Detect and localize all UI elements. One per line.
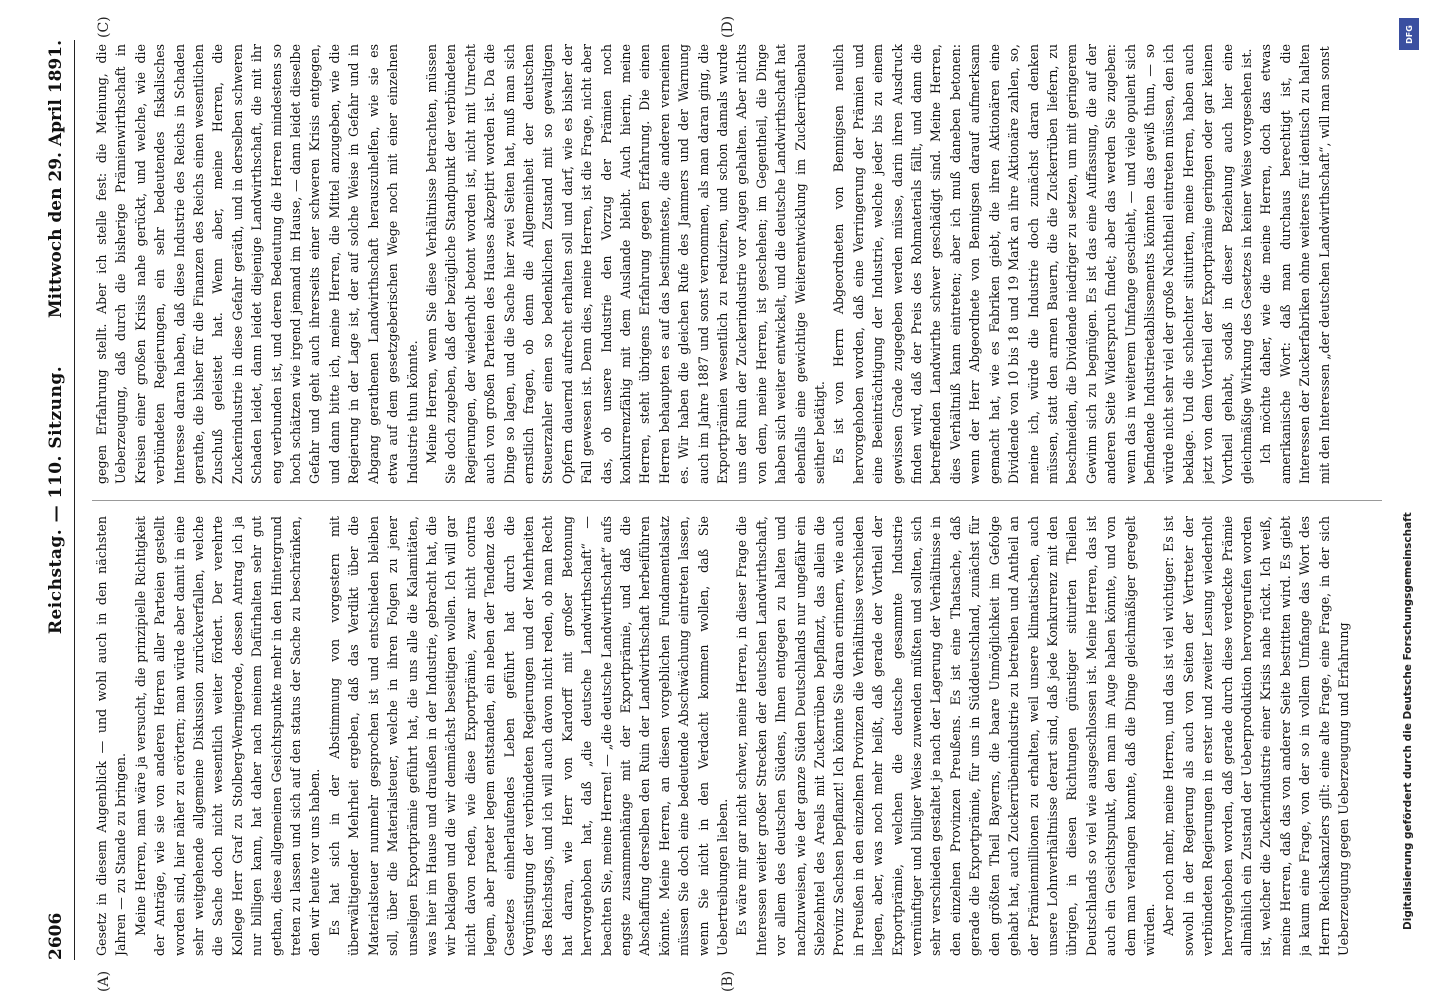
page-number: 2606 [46, 912, 66, 960]
paragraph: Gesetz in diesem Augenblick — und wohl auch in den nächsten Jahren — zu Stande zu bringen. [94, 516, 129, 956]
marker-a: (A) [96, 970, 112, 992]
paragraph: Es wäre mir gar nicht schwer, meine Herren, in dieser Frage die Interessen weiter großer Strecken der deutschen Landwirthschaft, vor allem des deutschen Südens, Ihnen entgegen zu halten und nachzuweisen, wie der ganze Süden Deutschlands nur ungefähr ein Siebzehntel des Areals mit Zuckerrüben bepflanzt, das allein die Provinz Sachsen bepflanzt! Ich könnte Sie daran erinnern, wie auch in Preußen in den einzelnen Provinzen die Verhältnisse verschieden liegen, aber, was noch mehr heißt, daß gerade der Vortheil der Exportprämie, welchen die deutsche gesammte Industrie vernünftiger und billiger Weise zuwenden müßten und sollten, sich sehr verschieden gestaltet je nach der Lagerung der Verhältnisse in den einzelnen Provinzen Preußens. Es ist eine Thatsache, daß gerade die Exportprämie, für uns in Süddeutschland, zunächst für den größten Theil Bayerns, die baare Unmöglichkeit im Gefolge gehabt hat, auch Zuckerrübenindustrie zu betreiben und Antheil an der Prämienmillionen zu erhalten, weil unsere klimatischen, auch unsere Lohnverhältnisse derart sind, daß jede Konkurrenz mit den übrigen, in diesen Richtungen günstiger situirten Theilen Deutschlands so viel wie ausgeschlossen ist. Meine Herren, das ist auch ein Gesichtspunkt, den man im Auge haben könnte, und von dem man verlangen konnte, daß die Dinge gleichmäßiger geregelt würden. [734, 516, 1157, 956]
dfg-logo: DFG [1399, 18, 1419, 50]
column-divider [92, 500, 1382, 501]
marker-c: (C) [96, 16, 112, 38]
paragraph: gegen Erfahrung stellt. Aber ich stelle fest: die Meinung, die Ueberzeugung, daß durch die bisherige Prämienwirthschaft in Kreisen einer großen Krisis nahe gerückt, und welche, wie die verbündeten Regierungen, ein sehr bedeutendes fiskalisches Interesse daran haben, daß diese Industrie des Reichs in Schaden gerathe, die bisher für die Finanzen des Reichs einen wesentlichen Zuschuß geleistet hat. Wenn aber, meine Herren, die Zuckerindustrie in diese Gefahr geräth, und in derselben schweren Schaden leidet, dann leidet diejenige Landwirthschaft, die mit ihr eng verbunden ist, und deren Bedeutung die Herren mindestens so hoch schätzen wie irgend jemand im Hause, — dann leidet dieselbe Gefahr und geht auch ihrerseits einer schweren Krisis entgegen, und dann bitte ich, meine Herren, die Mittel anzugeben, wie die Regierung in der Lage ist, der auf solche Weise in Gefahr und in Abgang gerathenen Landwirthschaft herauszuhelfen, wie sie es etwa auf dem gesetzgeberischen Wege noch mit einer einzelnen Industrie thun könnte. [94, 44, 420, 484]
right-text-column [92, 44, 1382, 484]
paragraph: Meine Herren, man wäre ja versucht, die prinzipielle Richtigkeit der Anträge, wie sie von anderen Herren aller Parteien gestellt worden sind, hier näher zu erörtern; man würde aber damit in eine sehr weitgehende allgemeine Diskussion zurückverfallen, welche die Sache doch nicht wesentlich weiter fördert. Der verehrte Kollege Herr Graf zu Stolberg-Wernigerode, dessen Antrag ich ja nur billigen kann, hat daher nach meinem Dafürhalten sehr gut gethan, diese allgemeinen Gesichtspunkte mehr in den Hintergrund treten zu lassen und sich auf den status der Sache zu beschränken, den wir heute vor uns haben. [132, 516, 323, 956]
marker-d: (D) [720, 15, 736, 38]
session-title: Reichstag. — 110. Sitzung. [46, 365, 66, 635]
paragraph: Ich möchte daher, wie die meine Herren, doch das etwas amerikanische Wort: daß man durchaus berechtigt ist, die Interessen der Zuckerfabriken ohne weiteres für identisch zu halten mit den Interessen „der deutschen Landwirthschaft“, will man sonst [1258, 44, 1332, 484]
paragraph: Aber noch mehr, meine Herren, und das ist viel wichtiger: Es ist sowohl in der Regierung als auch von Seiten der Vertreter der verbündeten Regierungen in erster und zweiter Lesung wiederholt hervorgehoben worden, daß gerade durch diese verdeckte Prämie allmählich ein Zustand der Ueberproduktion hervorgerufen worden ist, welcher die Zuckerindustrie einer Krisis nahe rückt. Ich weiß, meine Herren, daß das von anderer Seite bestritten wird. Es giebt ja kaum eine Frage, von der so in vollem Umfange das Wort des Herrn Reichskanzlers gilt: eine alte Frage, eine Frage, in der sich Ueberzeugung gegen Ueberzeugung und Erfahrung [1161, 516, 1351, 956]
marker-b: (B) [720, 970, 736, 992]
paragraph: Es hat sich in der Abstimmung von vorgestern mit überwältigender Mehrheit ergeben, daß das Verdikt über die Materialsteuer nunmehr gesprochen ist und entschieden bleiben soll, über die Materialsteuer, welche in ihren Folgen zu jener unseligen Exportprämie geführt hat, die uns alle die Kalamitäten, was hier im Hause und draußen in der Industrie, gebracht hat, die wir beklagen und die wir demnächst beseitigen wollen. Ich will gar nicht davon reden, wie diese Exportprämie, zwar nicht contra legem, aber praeter legem entstanden, ein neben der Tendenz des Gesetzes einherlaufendes Leben geführt hat durch die Vergünstigung der verbündeten Regierungen und der Mehrheiten des Reichstags, und ich will auch davon nicht reden, ob man Recht hat daran, wie Herr von Kardorff mit großer Betonung hervorgehoben hat, daß „die deutsche Landwirthschaft“ — beachten Sie, meine Herren! — „die deutsche Landwirthschaft“ aufs engste zusammenhänge mit der Exportprämie, und daß die Abschaffung derselben den Ruin der Landwirthschaft herbeiführen könnte. Meine Herren, an diesen vorgeblichen Fundamentalsatz müssen Sie doch eine bedeutende Abschwächung eintreten lassen, wenn Sie nicht in den Verdacht kommen wollen, daß Sie Uebertreibungen lieben. [326, 516, 730, 956]
paragraph: Es ist von Herrn Abgeordneten von Bennigsen neulich hervorgehoben worden, daß eine Verringerung der Prämien und eine Beeinträchtigung der Industrie, welche jeder bis zu einem gewissen Grade zugegeben werden müsse, darin ihren Ausdruck finden wird, daß der Preis des Rohmaterials fällt, und dann die betreffenden Landwirthe schwer geschädigt sind. Meine Herren, dies Verhältniß kann eintreten; aber ich muß daneben betonen: wenn der Herr Abgeordnete von Bennigsen darauf aufmerksam gemacht hat, wie es Fabriken giebt, die ihren Aktionären eine Dividende von 10 bis 18 und 19 Mark an ihre Aktionäre zahlen, so, meine ich, würde die Industrie doch zunächst daran denken müssen, statt den armen Bauern, die die Zuckerrüben liefern, zu beschneiden, die Dividende niedriger zu setzen, um mit geringerem Gewinn sich zu begnügen. Es ist das eine Auffassung, die auf der anderen Seite Widerspruch findet; aber das werden Sie zugeben: wenn das in weiterem Umfange geschieht, — und viele opulent sich befindende Industrieetablissements könnten das gewiß thun, — so würde nicht sehr viel der große Nachtheil eintreten müssen, den ich beklage. Und die schlechter situirten, meine Herren, haben auch jetzt von dem Vortheil der Exportprämie geringen oder gar keinen Vortheil gehabt, sodaß in dieser Beziehung auch hier eine gleichmäßige Wirkung des Gesetzes in keiner Weise vorgesehen ist. [831, 44, 1254, 484]
page-header [40, 40, 75, 960]
session-date: Mittwoch den 29. April 1891. [46, 40, 66, 319]
digitization-credit: Digitalisierung gefördert durch die Deutsche Forschungsgemeinschaft [1402, 512, 1414, 930]
left-text-column [92, 516, 1382, 956]
paragraph: Meine Herren, wenn Sie diese Verhältnisse betrachten, müssen Sie doch zugeben, daß der bezügliche Standpunkt der verbündeten Regierungen, der wiederholt betont worden ist, nicht mit Unrecht auch von großen Parteien des Hauses akzeptirt worden ist. Da die Dinge so lagen, und die Sache hier zwei Seiten hat, muß man sich ernstlich fragen, ob denn die Allgemeinheit der deutschen Steuerzahler einen so bedenklichen Zustand mit so gewaltigen Opfern dauernd aufrecht erhalten soll und darf, wie es bisher der Fall gewesen ist. Denn dies, meine Herren, ist die Frage, nicht aber das, ob unsere Industrie den Vorzug der Prämien noch konkurrenzfähig mit dem Auslande bleibt. Auch hierin, meine Herren, steht übrigens Erfahrung gegen Erfahrung. Die einen Herren behaupten es auf das bestimmteste, die anderen verneinen es. Wir haben die gleichen Rufe des Jammers und der Warnung auch im Jahre 1887 und sonst vernommen, als man daran ging, die Exportprämien wesentlich zu reduziren, und schon damals wurde uns der Ruin der Zuckerindustrie vor Augen gehalten. Aber nichts von dem, meine Herren, ist geschehen; im Gegentheil, die Dinge haben sich weiter entwickelt, und die deutsche Landwirthschaft hat ebenfalls eine gewichtige Weiterentwicklung im Zuckerrübenbau seither betätigt. [423, 44, 828, 484]
